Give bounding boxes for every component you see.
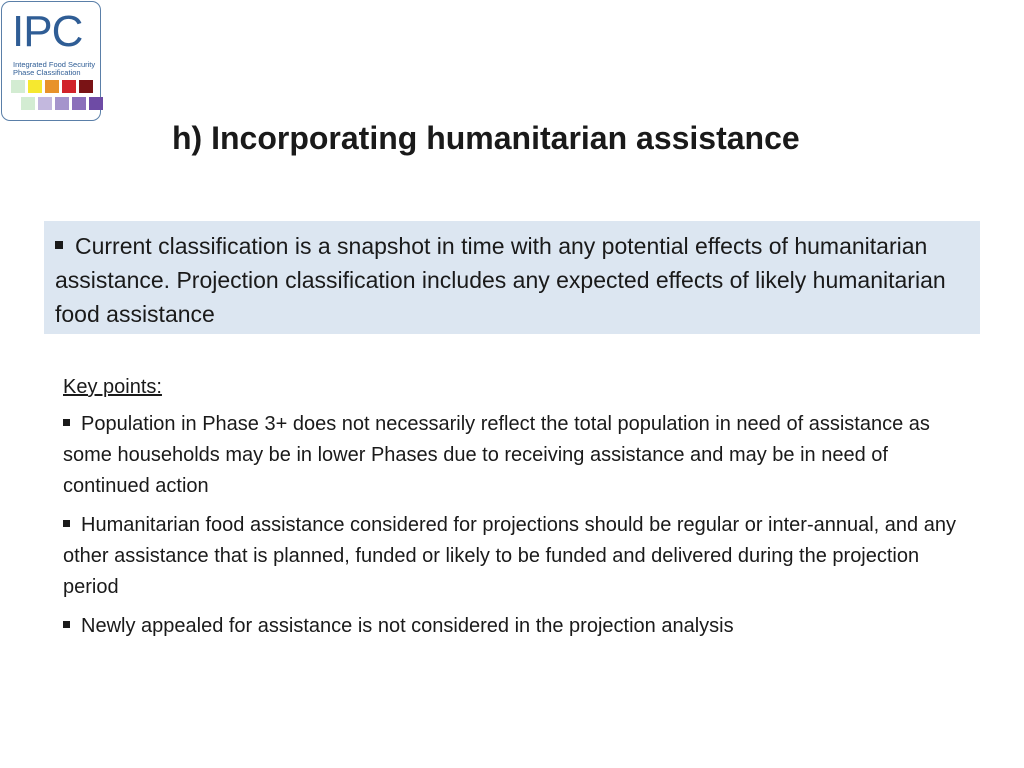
- square-bullet-icon: [55, 241, 63, 249]
- square-bullet-icon: [63, 621, 70, 628]
- key-points-section: [63, 372, 978, 650]
- logo-swatch: [28, 80, 42, 93]
- logo-swatches-top: [11, 80, 93, 93]
- logo-swatch: [38, 97, 52, 110]
- logo-swatch: [21, 97, 35, 110]
- logo-swatch: [79, 80, 93, 93]
- logo-mark: IPC: [12, 7, 83, 56]
- list-item: [63, 510, 978, 603]
- logo-swatch: [11, 80, 25, 93]
- point-text: Humanitarian food assistance considered for projections should be regular or inter-annual, and any other assistance that is planned, funded or likely to be funded and delivered during the projection period: [63, 514, 956, 598]
- point-text: Newly appealed for assistance is not considered in the projection analysis: [81, 615, 734, 637]
- summary-box: [44, 221, 980, 334]
- logo-swatch: [89, 97, 103, 110]
- ipc-logo: [1, 1, 101, 121]
- logo-subtitle-line1: Integrated Food Security: [13, 60, 96, 69]
- square-bullet-icon: [63, 419, 70, 426]
- logo-swatch: [55, 97, 69, 110]
- list-item: [63, 409, 978, 502]
- list-item: [63, 611, 978, 642]
- summary-paragraph: [55, 229, 968, 331]
- key-points-heading: Key points:: [63, 376, 162, 398]
- point-text: Population in Phase 3+ does not necessarily reflect the total population in need of assistance as some households may be in lower Phases due to receiving assistance and may be in need of continued action: [63, 413, 930, 497]
- logo-subtitle-line2: Phase Classification: [13, 68, 81, 77]
- logo-swatch: [62, 80, 76, 93]
- logo-swatches-bottom: [21, 97, 103, 110]
- summary-text: Current classification is a snapshot in time with any potential effects of humanitarian assistance. Projection classification includes any expected effects of likely humanitarian food assistance: [55, 233, 946, 327]
- square-bullet-icon: [63, 520, 70, 527]
- logo-swatch: [45, 80, 59, 93]
- slide-title: h) Incorporating humanitarian assistance: [172, 120, 800, 156]
- logo-swatch: [72, 97, 86, 110]
